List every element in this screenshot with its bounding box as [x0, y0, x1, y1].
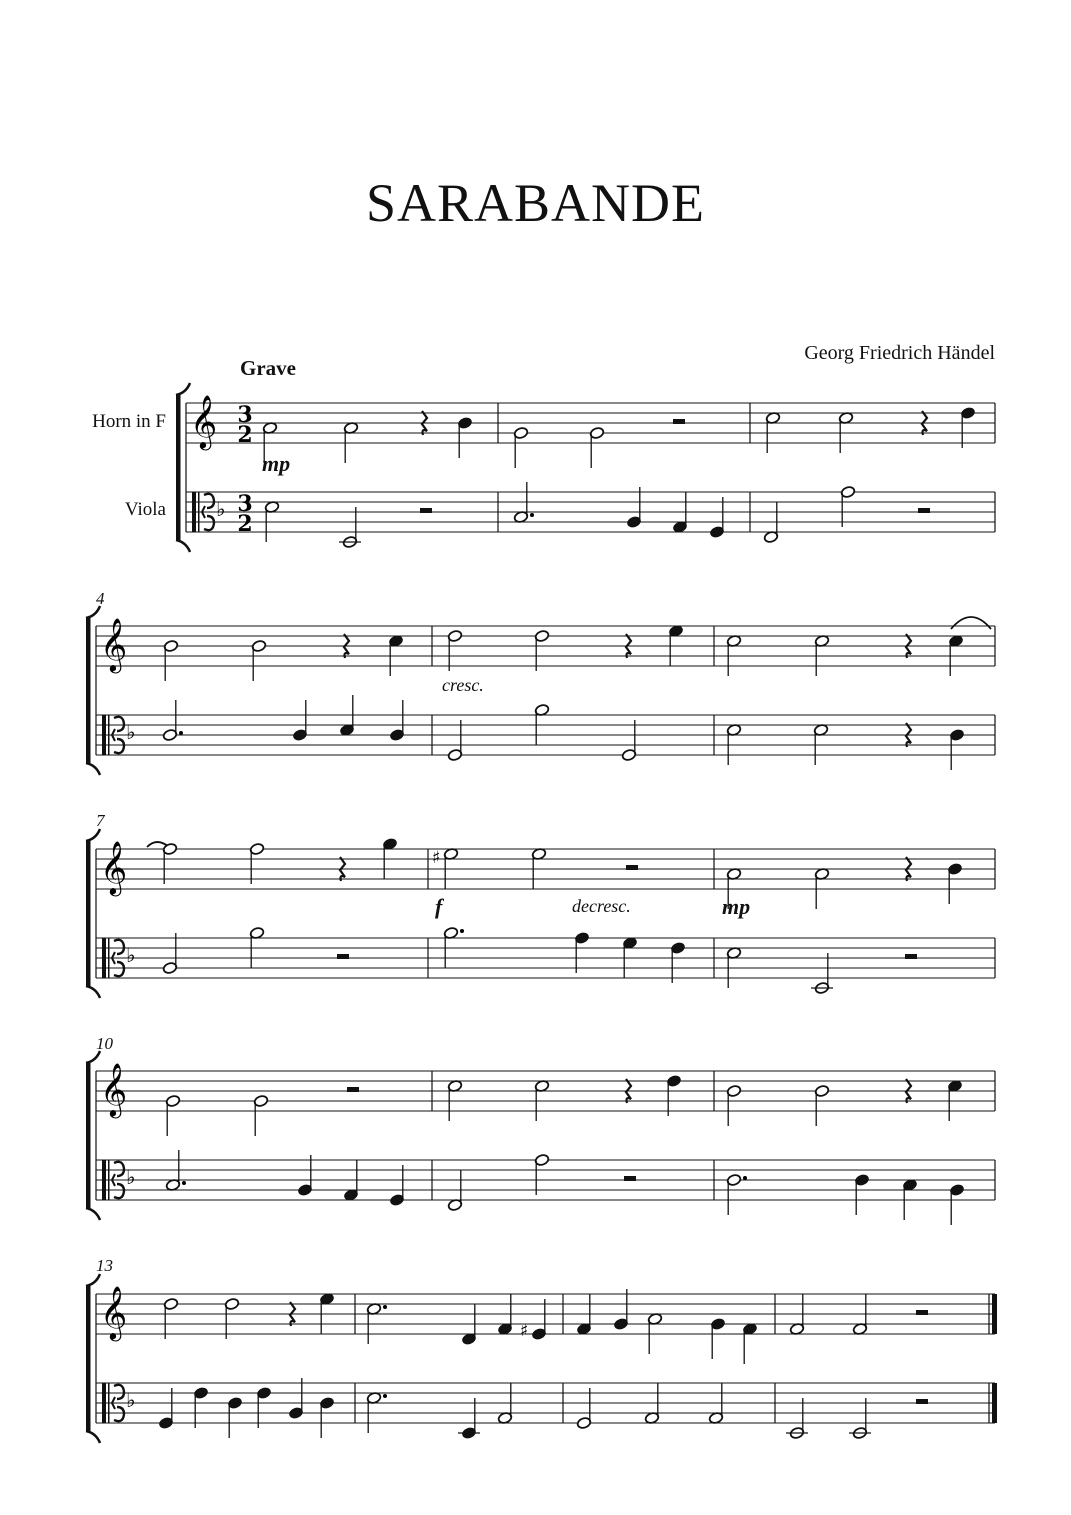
alto-clef-icon [102, 938, 106, 978]
alto-clef-icon [108, 1160, 110, 1200]
system-bracket [176, 383, 190, 395]
half-rest [347, 1087, 359, 1092]
system-bracket [176, 395, 181, 540]
treble-clef-icon: 𝄞 [190, 394, 218, 448]
half-rest [916, 1310, 928, 1315]
measure-number: 7 [96, 811, 105, 830]
composer-name: Georg Friedrich Händel [804, 342, 995, 364]
treble-clef-icon: 𝄞 [100, 617, 128, 671]
half-rest [905, 954, 917, 959]
alto-clef-icon [102, 715, 106, 755]
half-rest [420, 508, 432, 513]
viola-note-dot [743, 1176, 747, 1180]
alto-clef-icon [102, 1160, 106, 1200]
flat-key-signature: ♭ [126, 1388, 136, 1412]
system-bracket [86, 829, 100, 841]
system-bracket [86, 1431, 100, 1443]
text-direction: decresc. [572, 896, 631, 916]
system-bracket [176, 540, 190, 552]
half-rest [337, 954, 349, 959]
alto-clef-icon [192, 492, 196, 532]
time-signature-numerator: 3 [237, 491, 253, 517]
treble-clef-icon: 𝄞 [100, 1285, 128, 1339]
half-rest [626, 865, 638, 870]
tempo-marking: Grave [240, 356, 296, 380]
half-rest [624, 1176, 636, 1181]
system-bracket [86, 1208, 100, 1220]
system-bracket [86, 618, 91, 763]
time-signature-numerator: 3 [237, 402, 253, 428]
viola-note-dot [383, 1394, 387, 1398]
alto-clef-icon [108, 1383, 110, 1423]
measure-number: 4 [96, 589, 105, 608]
flat-key-signature: ♭ [126, 943, 136, 967]
dynamic-mark: f [435, 894, 443, 919]
time-signature-denominator: 2 [237, 422, 253, 448]
treble-clef-icon: 𝄞 [100, 840, 128, 894]
measure-number: 10 [96, 1034, 113, 1053]
viola-note-dot [460, 929, 464, 933]
sharp-accidental: ♯ [432, 848, 441, 868]
time-signature-denominator: 2 [237, 511, 253, 537]
viola-note-dot [530, 513, 534, 517]
alto-clef-icon [102, 1383, 106, 1423]
measure-number: 13 [96, 1256, 113, 1275]
alto-clef-icon [198, 492, 200, 532]
treble-clef-icon: 𝄞 [100, 1062, 128, 1116]
instrument-label-viola: Viola [124, 499, 166, 520]
system-bracket [86, 1063, 91, 1208]
tie-arc [951, 617, 991, 629]
system-bracket [86, 763, 100, 775]
alto-clef-icon [108, 938, 110, 978]
text-direction: cresc. [442, 675, 484, 695]
horn-note-dot [383, 1305, 387, 1309]
flat-key-signature: ♭ [126, 1165, 136, 1189]
flat-key-signature: ♭ [126, 720, 136, 744]
system-bracket [86, 606, 100, 618]
system-bracket [86, 1051, 100, 1063]
half-rest [916, 1399, 928, 1404]
system-bracket [86, 841, 91, 986]
dynamic-mark: mp [722, 894, 751, 919]
system-bracket [86, 1274, 100, 1286]
viola-note-dot [179, 731, 183, 735]
viola-note-dot [182, 1181, 186, 1185]
flat-key-signature: ♭ [216, 497, 226, 521]
system-bracket [86, 986, 100, 998]
final-barline [992, 1383, 997, 1423]
half-rest [918, 508, 930, 513]
alto-clef-icon [108, 715, 110, 755]
page-title: SARABANDE [365, 173, 706, 233]
sharp-accidental: ♯ [520, 1321, 529, 1341]
system-bracket [86, 1286, 91, 1431]
final-barline [992, 1294, 997, 1334]
half-rest [673, 419, 685, 424]
instrument-label-horn: Horn in F [92, 411, 166, 432]
dynamic-mark: mp [262, 451, 291, 476]
